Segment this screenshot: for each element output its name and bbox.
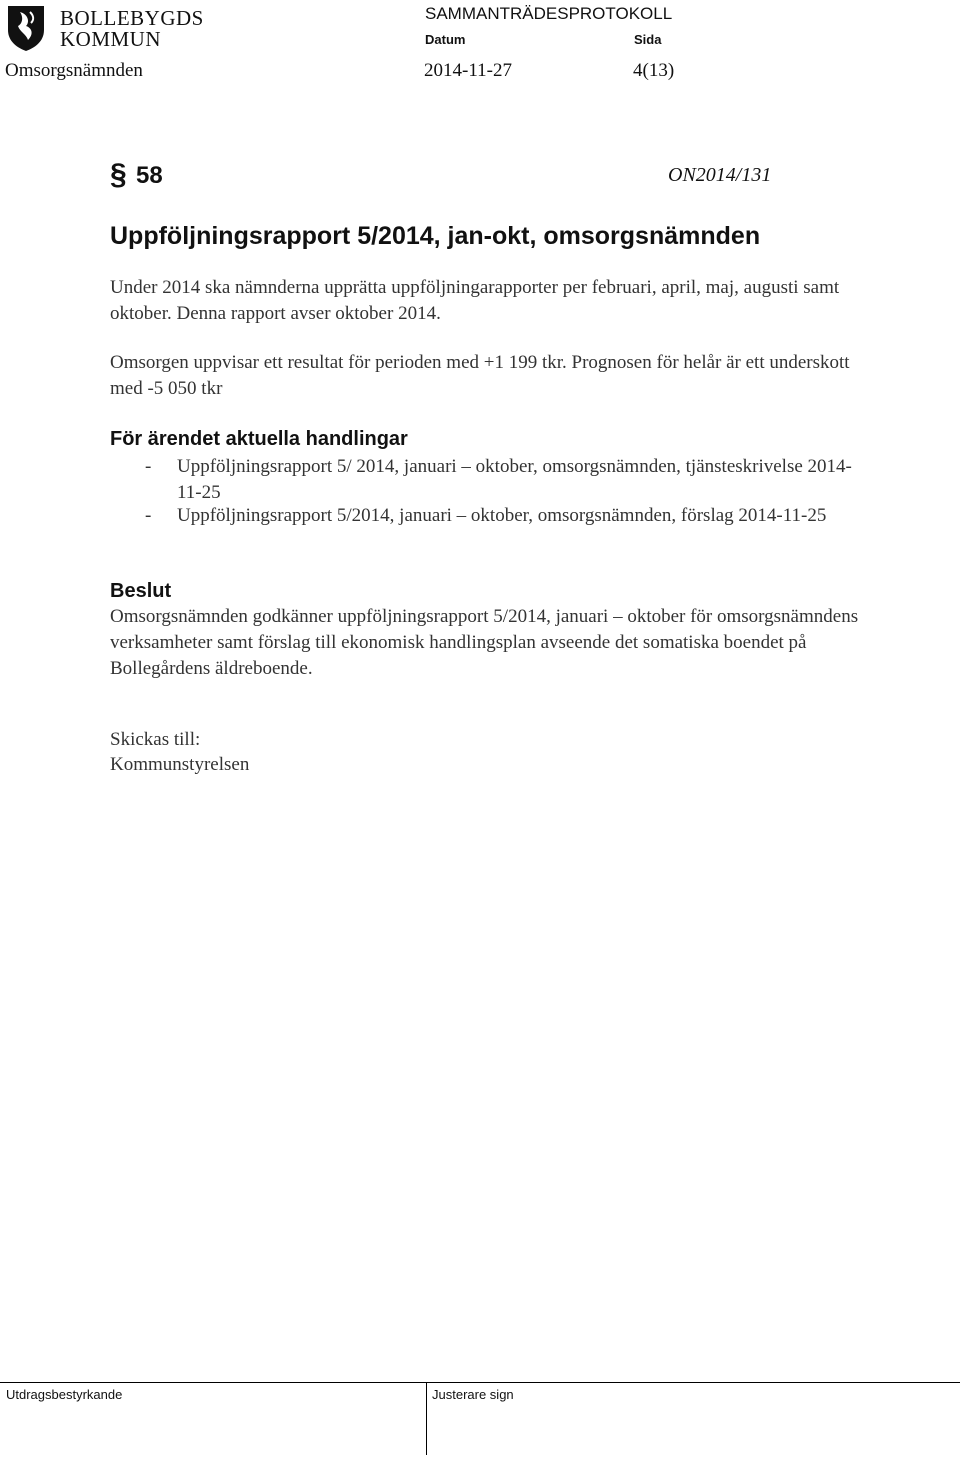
section-number: 58 <box>136 162 163 189</box>
case-number: ON2014/131 <box>668 164 772 186</box>
decision-text: Omsorgsnämnden godkänner uppföljningsrapport 5/2014, januari – oktober för omsorgsnämndens verksamheter samt förslag till ekonomisk handlingsplan avseende det somatiska boendet på Bollegårdens äldreboende. <box>110 606 859 679</box>
item-title: Uppföljningsrapport 5/2014, jan-okt, omsorgsnämnden <box>110 222 761 250</box>
page-number: 4(13) <box>633 60 675 81</box>
committee-name: Omsorgsnämnden <box>5 60 143 81</box>
decision-heading: Beslut <box>110 580 172 602</box>
adjuster-signature-label: Justerare sign <box>432 1387 514 1402</box>
document-list-item <box>145 454 865 506</box>
result-paragraph: Omsorgen uppvisar ett resultat för perioden med +1 199 tkr. Prognosen för helår är ett underskott med -5 050 tkr <box>110 352 850 399</box>
logo-text-line1: BOLLEBYGDS <box>60 6 204 30</box>
page-label: Sida <box>634 32 662 47</box>
meeting-date: 2014-11-27 <box>424 60 512 81</box>
section-sign: § <box>110 158 127 191</box>
list-dash: - <box>145 505 152 526</box>
date-label: Datum <box>425 32 466 47</box>
logo-text-line2: KOMMUN <box>60 27 162 51</box>
document-type: SAMMANTRÄDESPROTOKOLL <box>425 4 673 23</box>
send-to-recipient: Kommunstyrelsen <box>110 754 250 775</box>
intro-paragraph: Under 2014 ska nämnderna upprätta uppföljningarapporter per februari, april, maj, augusti samt oktober. Denna rapport avser oktober 2014. <box>110 277 840 324</box>
document-text: Uppföljningsrapport 5/2014, januari – oktober, omsorgsnämnden, förslag 2014-11-25 <box>177 505 827 526</box>
municipality-logo-icon <box>6 4 46 52</box>
documents-heading: För ärendet aktuella handlingar <box>110 428 408 450</box>
document-list-item <box>145 503 865 555</box>
footer-rule <box>0 1382 960 1383</box>
document-text: Uppföljningsrapport 5/ 2014, januari – oktober, omsorgsnämnden, tjänsteskrivelse 2014-11-25 <box>177 456 852 503</box>
list-dash: - <box>145 456 152 477</box>
attestation-label: Utdragsbestyrkande <box>6 1387 123 1402</box>
footer-divider <box>426 1383 427 1455</box>
send-to-label: Skickas till: <box>110 729 201 750</box>
